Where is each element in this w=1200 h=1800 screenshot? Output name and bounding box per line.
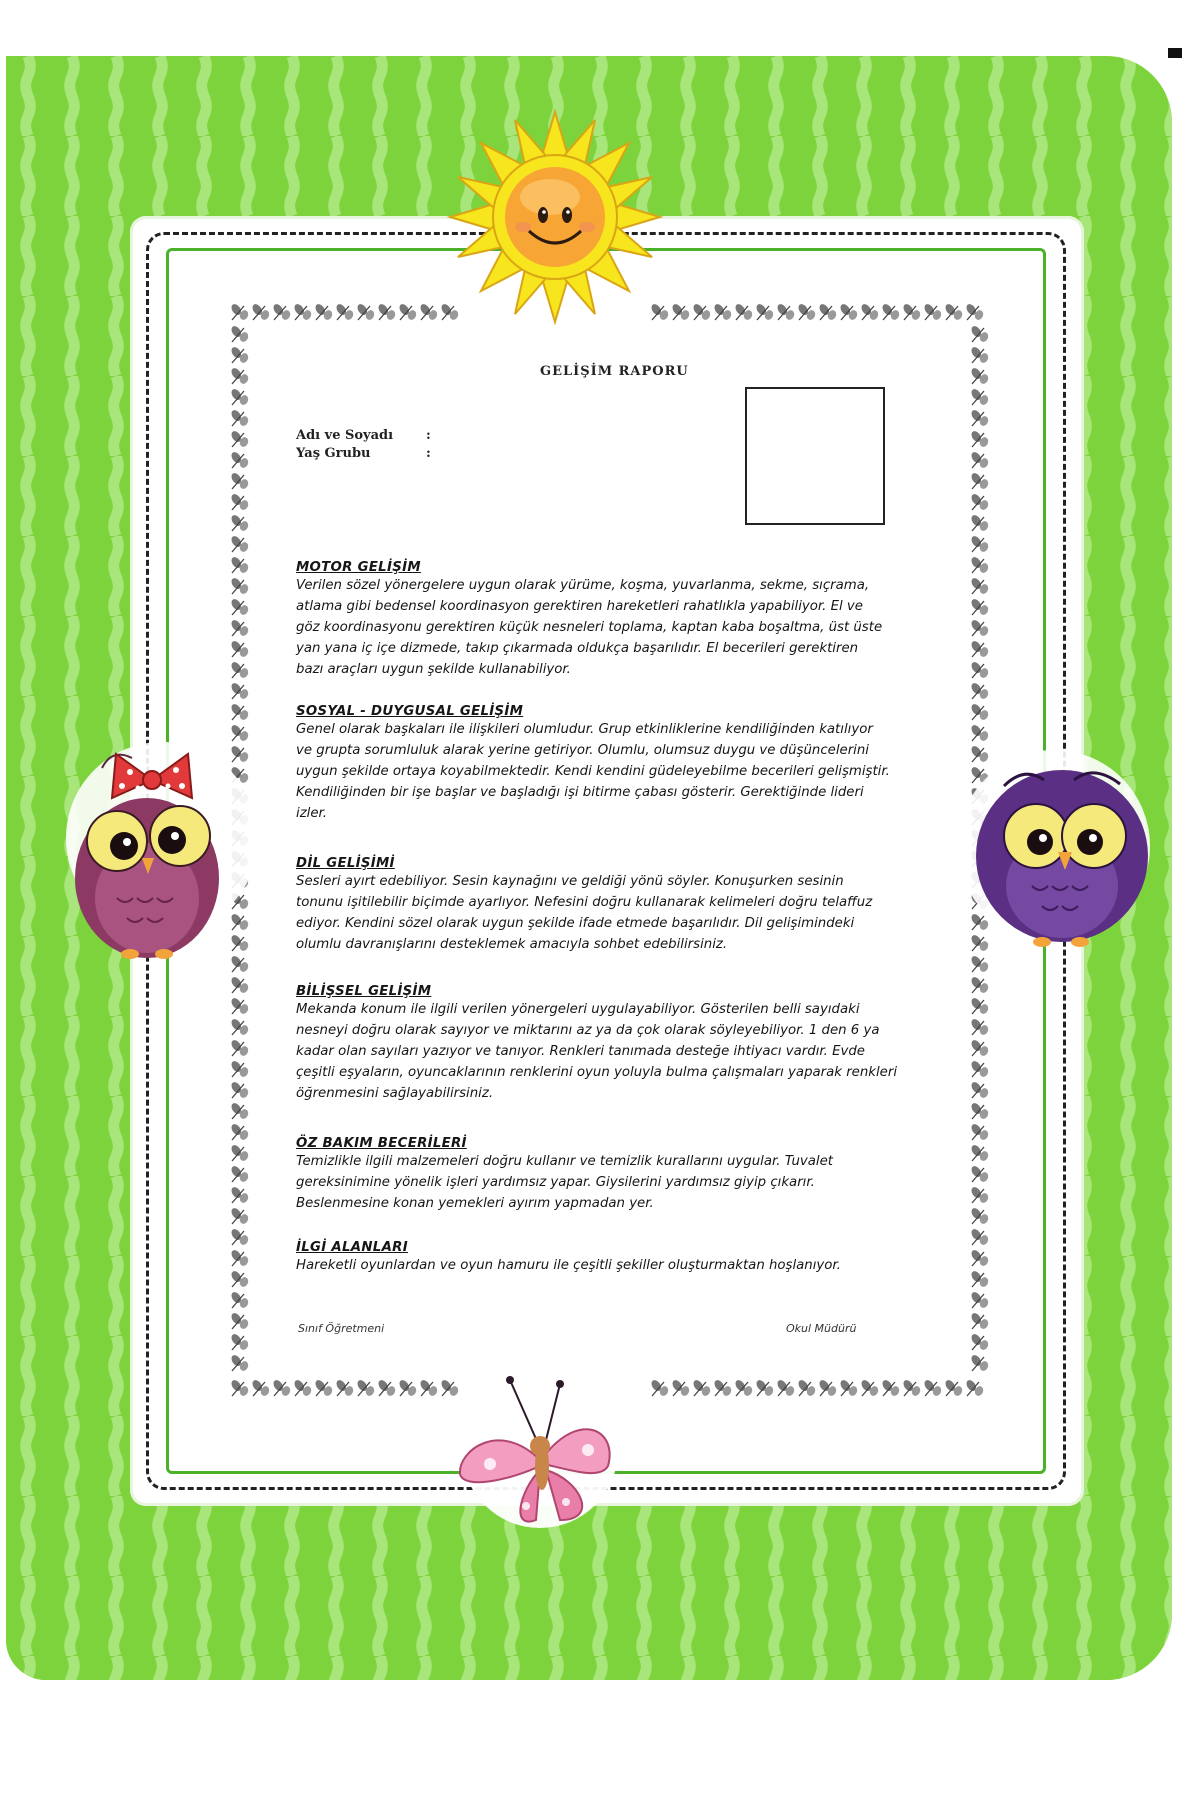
leaf-ornament <box>230 1227 250 1246</box>
section-dil <box>296 856 936 955</box>
leaf-ornament <box>944 302 964 321</box>
leaf-ornament <box>230 1353 250 1372</box>
section-line: tonunu işitilebilir biçimde ayarlıyor. Nefesini doğru kullanarak kelimeleri doğru telaffuz <box>296 895 873 910</box>
leaf-ornament <box>970 324 990 343</box>
leaf-ornament <box>230 387 250 406</box>
section-line: Genel olarak başkaları ile ilişkileri olumludur. Grup etkinliklerine kendiliğinden katılıyor <box>296 722 873 737</box>
leaf-ornament <box>970 345 990 364</box>
leaf-ornament <box>970 576 990 595</box>
leaf-ornament <box>944 1378 964 1397</box>
sun-icon <box>440 102 670 332</box>
section-heading: İLGİ ALANLARI <box>296 1240 408 1255</box>
leaf-ornament <box>230 1080 250 1099</box>
leaf-ornament <box>230 1164 250 1183</box>
section-line: Sesleri ayırt edebiliyor. Sesin kaynağını ve geldiği yönü söyler. Konuşurken sesinin <box>296 874 844 889</box>
section-ilgi <box>296 1240 936 1276</box>
leaf-ornament <box>970 1311 990 1330</box>
leaf-ornament <box>314 1378 334 1397</box>
leaf-ornament <box>970 555 990 574</box>
leaf-ornament <box>272 302 292 321</box>
leaf-ornament <box>230 1378 250 1397</box>
leaf-ornament <box>335 302 355 321</box>
leaf-ornament <box>970 1332 990 1351</box>
owl-purple-icon <box>944 736 1174 976</box>
leaf-ornament <box>293 1378 313 1397</box>
leaf-ornament <box>398 1378 418 1397</box>
leaf-ornament <box>970 1164 990 1183</box>
leaf-ornament <box>818 1378 838 1397</box>
section-ozbakim <box>296 1136 936 1214</box>
leaf-ornament <box>970 513 990 532</box>
leaf-ornament <box>839 302 859 321</box>
leaf-ornament <box>970 681 990 700</box>
section-heading: BİLİŞSEL GELİŞİM <box>296 984 432 999</box>
section-line: yan yana iç içe dizmede, takıp çıkarmada oldukça başarılıdır. El becerileri gerektiren <box>296 641 859 656</box>
leaf-ornament <box>860 302 880 321</box>
leaf-ornament <box>970 597 990 616</box>
section-line: ediyor. Kendini sözel olarak uygun şekilde ifade etmede başarılıdır. Dil gelişimindeki <box>296 916 855 931</box>
leaf-ornament <box>230 681 250 700</box>
leaf-ornament <box>230 975 250 994</box>
leaf-ornament <box>671 1378 691 1397</box>
leaf-ornament <box>230 1311 250 1330</box>
leaf-ornament <box>970 639 990 658</box>
section-line: Hareketli oyunlardan ve oyun hamuru ile çeşitli şekiller oluşturmaktan hoşlanıyor. <box>296 1258 841 1273</box>
leaf-ornament <box>970 1353 990 1372</box>
leaf-ornament <box>650 1378 670 1397</box>
leaf-ornament <box>970 1227 990 1246</box>
leaf-ornament <box>970 1290 990 1309</box>
section-line: izler. <box>296 806 328 821</box>
leaf-ornament <box>230 576 250 595</box>
leaf-ornament <box>970 660 990 679</box>
leaf-ornament <box>970 408 990 427</box>
section-line: çeşitli eşyaların, oyuncaklarının renklerini oyun yoluyla bulma çalışmaları yaparak renkleri <box>296 1065 898 1080</box>
leaf-ornament <box>314 302 334 321</box>
leaf-ornament <box>230 1017 250 1036</box>
section-line: Verilen sözel yönergelere uygun olarak yürüme, koşma, yuvarlanma, sekme, sıçrama, <box>296 578 870 593</box>
leaf-ornament <box>923 302 943 321</box>
leaf-ornament <box>251 1378 271 1397</box>
section-line: ve grupta sorumluluk alarak yerine getiriyor. Olumlu, olumsuz duygu ve düşüncelerini <box>296 743 869 758</box>
leaf-ornament <box>970 1143 990 1162</box>
section-line: uygun şekilde ortaya koyabilmektedir. Kendi kendini güdeleyebilme becerileri gelişmiştir. <box>296 764 890 779</box>
leaf-ornament <box>230 996 250 1015</box>
leaf-ornament <box>970 618 990 637</box>
leaf-ornament <box>230 324 250 343</box>
section-heading: DİL GELİŞİMİ <box>296 856 395 871</box>
leaf-ornament <box>692 1378 712 1397</box>
leaf-ornament <box>902 302 922 321</box>
section-line: atlama gibi bedensel koordinasyon gerektiren hareketleri rahatlıkla yapabiliyor. El ve <box>296 599 863 614</box>
leaf-ornament <box>970 1038 990 1057</box>
leaf-ornament <box>818 302 838 321</box>
section-sosyal <box>296 704 936 824</box>
leaf-ornament <box>230 345 250 364</box>
leaf-ornament <box>230 597 250 616</box>
leaf-ornament <box>419 1378 439 1397</box>
leaf-ornament <box>230 702 250 721</box>
leaf-ornament <box>692 302 712 321</box>
leaf-ornament <box>797 1378 817 1397</box>
leaf-ornament <box>734 302 754 321</box>
section-line: kadar olan sayıları yazıyor ve tanıyor. Renkleri tanımada desteğe ihtiyacı vardır. Evde <box>296 1044 865 1059</box>
section-line: bazı araçları uygun şekilde kullanabiliyor. <box>296 662 571 677</box>
leaf-ornament <box>377 302 397 321</box>
section-line: Beslenmesine konan yemekleri ayırım yapmadan yer. <box>296 1196 654 1211</box>
leaf-ornament <box>839 1378 859 1397</box>
section-line: olumlu davranışlarını desteklemek amacıyla sohbet edebilirsiniz. <box>296 937 728 952</box>
leaf-ornament <box>230 1269 250 1288</box>
leaf-ornament <box>272 1378 292 1397</box>
leaf-ornament <box>970 1248 990 1267</box>
teacher-signature-label: Sınıf Öğretmeni <box>298 1322 385 1335</box>
leaf-ornament <box>965 1378 985 1397</box>
leaf-ornament <box>970 1080 990 1099</box>
leaf-ornament <box>776 302 796 321</box>
leaf-ornament <box>965 302 985 321</box>
leaf-ornament <box>970 387 990 406</box>
field-age-label: Yaş Grubu <box>296 446 371 461</box>
leaf-ornament <box>230 618 250 637</box>
leaf-ornament <box>230 555 250 574</box>
leaf-ornament <box>970 1122 990 1141</box>
leaf-ornament <box>970 996 990 1015</box>
leaf-ornament <box>251 302 271 321</box>
leaf-ornament <box>902 1378 922 1397</box>
leaf-ornament <box>230 1059 250 1078</box>
section-line: göz koordinasyonu gerektiren küçük nesneleri toplama, kaptan kaba boşaltma, üst üste <box>296 620 883 635</box>
leaf-ornament <box>293 302 313 321</box>
leaf-ornament <box>923 1378 943 1397</box>
leaf-ornament <box>230 366 250 385</box>
leaf-ornament <box>230 1332 250 1351</box>
section-heading: SOSYAL - DUYGUSAL GELİŞİM <box>296 704 524 719</box>
page-title: GELİŞİM RAPORU <box>540 364 689 379</box>
leaf-ornament <box>230 513 250 532</box>
leaf-ornament <box>970 975 990 994</box>
leaf-ornament <box>860 1378 880 1397</box>
leaf-ornament <box>970 1017 990 1036</box>
leaf-ornament <box>970 1059 990 1078</box>
leaf-ornament <box>230 1101 250 1120</box>
leaf-ornament <box>356 1378 376 1397</box>
section-line: nesneyi doğru olarak sayıyor ve miktarını az ya da çok olarak söyleyebiliyor. 1 den 6 ya <box>296 1023 880 1038</box>
leaf-ornament <box>970 492 990 511</box>
section-line: öğrenmesini sağlayabilirsiniz. <box>296 1086 494 1101</box>
leaf-ornament <box>377 1378 397 1397</box>
leaf-ornament <box>797 302 817 321</box>
leaf-ornament <box>970 534 990 553</box>
section-line: Mekanda konum ile ilgili verilen yönergeleri uygulayabiliyor. Gösterilen belli sayıdaki <box>296 1002 860 1017</box>
leaf-ornament <box>881 1378 901 1397</box>
principal-signature-label: Okul Müdürü <box>786 1322 857 1335</box>
leaf-ornament <box>230 1122 250 1141</box>
leaf-ornament <box>230 1248 250 1267</box>
leaf-ornament <box>419 302 439 321</box>
leaf-ornament <box>230 534 250 553</box>
leaf-ornament <box>776 1378 796 1397</box>
leaf-ornament <box>970 1101 990 1120</box>
leaf-ornament <box>230 302 250 321</box>
section-motor <box>296 560 936 680</box>
field-age-separator: : <box>426 446 431 461</box>
leaf-ornament <box>734 1378 754 1397</box>
leaf-ornament <box>356 302 376 321</box>
leaf-ornament <box>230 471 250 490</box>
leaf-ornament <box>970 450 990 469</box>
leaf-ornament <box>970 1269 990 1288</box>
leaf-ornament <box>230 660 250 679</box>
leaf-ornament <box>230 639 250 658</box>
photo-box <box>745 387 885 525</box>
leaf-ornament <box>755 1378 775 1397</box>
owl-pink-icon <box>42 728 252 968</box>
leaf-ornament <box>230 492 250 511</box>
section-line: Kendiliğinden bir işe başlar ve başladığı işi bitirme çabası gösterir. Gerektiğinde lideri <box>296 785 864 800</box>
leaf-ornament <box>230 1185 250 1204</box>
leaf-ornament <box>230 1290 250 1309</box>
leaf-ornament <box>230 408 250 427</box>
leaf-ornament <box>970 471 990 490</box>
leaf-ornament <box>671 302 691 321</box>
section-heading: ÖZ BAKIM BECERİLERİ <box>296 1136 467 1151</box>
leaf-ornament <box>230 1206 250 1225</box>
field-name-label: Adı ve Soyadı <box>296 428 394 443</box>
section-bilissel <box>296 984 936 1104</box>
leaf-ornament <box>970 1185 990 1204</box>
leaf-ornament <box>335 1378 355 1397</box>
leaf-ornament <box>970 702 990 721</box>
leaf-ornament <box>970 429 990 448</box>
section-heading: MOTOR GELİŞİM <box>296 560 421 575</box>
section-line: Temizlikle ilgili malzemeleri doğru kullanır ve temizlik kurallarını uygular. Tuvalet <box>296 1154 834 1169</box>
leaf-ornament <box>230 450 250 469</box>
leaf-ornament <box>398 302 418 321</box>
butterfly-icon <box>440 1370 640 1570</box>
leaf-ornament <box>713 302 733 321</box>
leaf-ornament <box>713 1378 733 1397</box>
leaf-ornament <box>230 1038 250 1057</box>
leaf-ornament <box>755 302 775 321</box>
leaf-ornament <box>881 302 901 321</box>
leaf-ornament <box>230 429 250 448</box>
section-line: gereksinimine yönelik işleri yardımsız yapar. Giysilerini yardımsız giyip çıkarır. <box>296 1175 815 1190</box>
field-name-separator: : <box>426 428 431 443</box>
leaf-ornament <box>970 366 990 385</box>
leaf-ornament <box>970 1206 990 1225</box>
leaf-ornament <box>230 1143 250 1162</box>
